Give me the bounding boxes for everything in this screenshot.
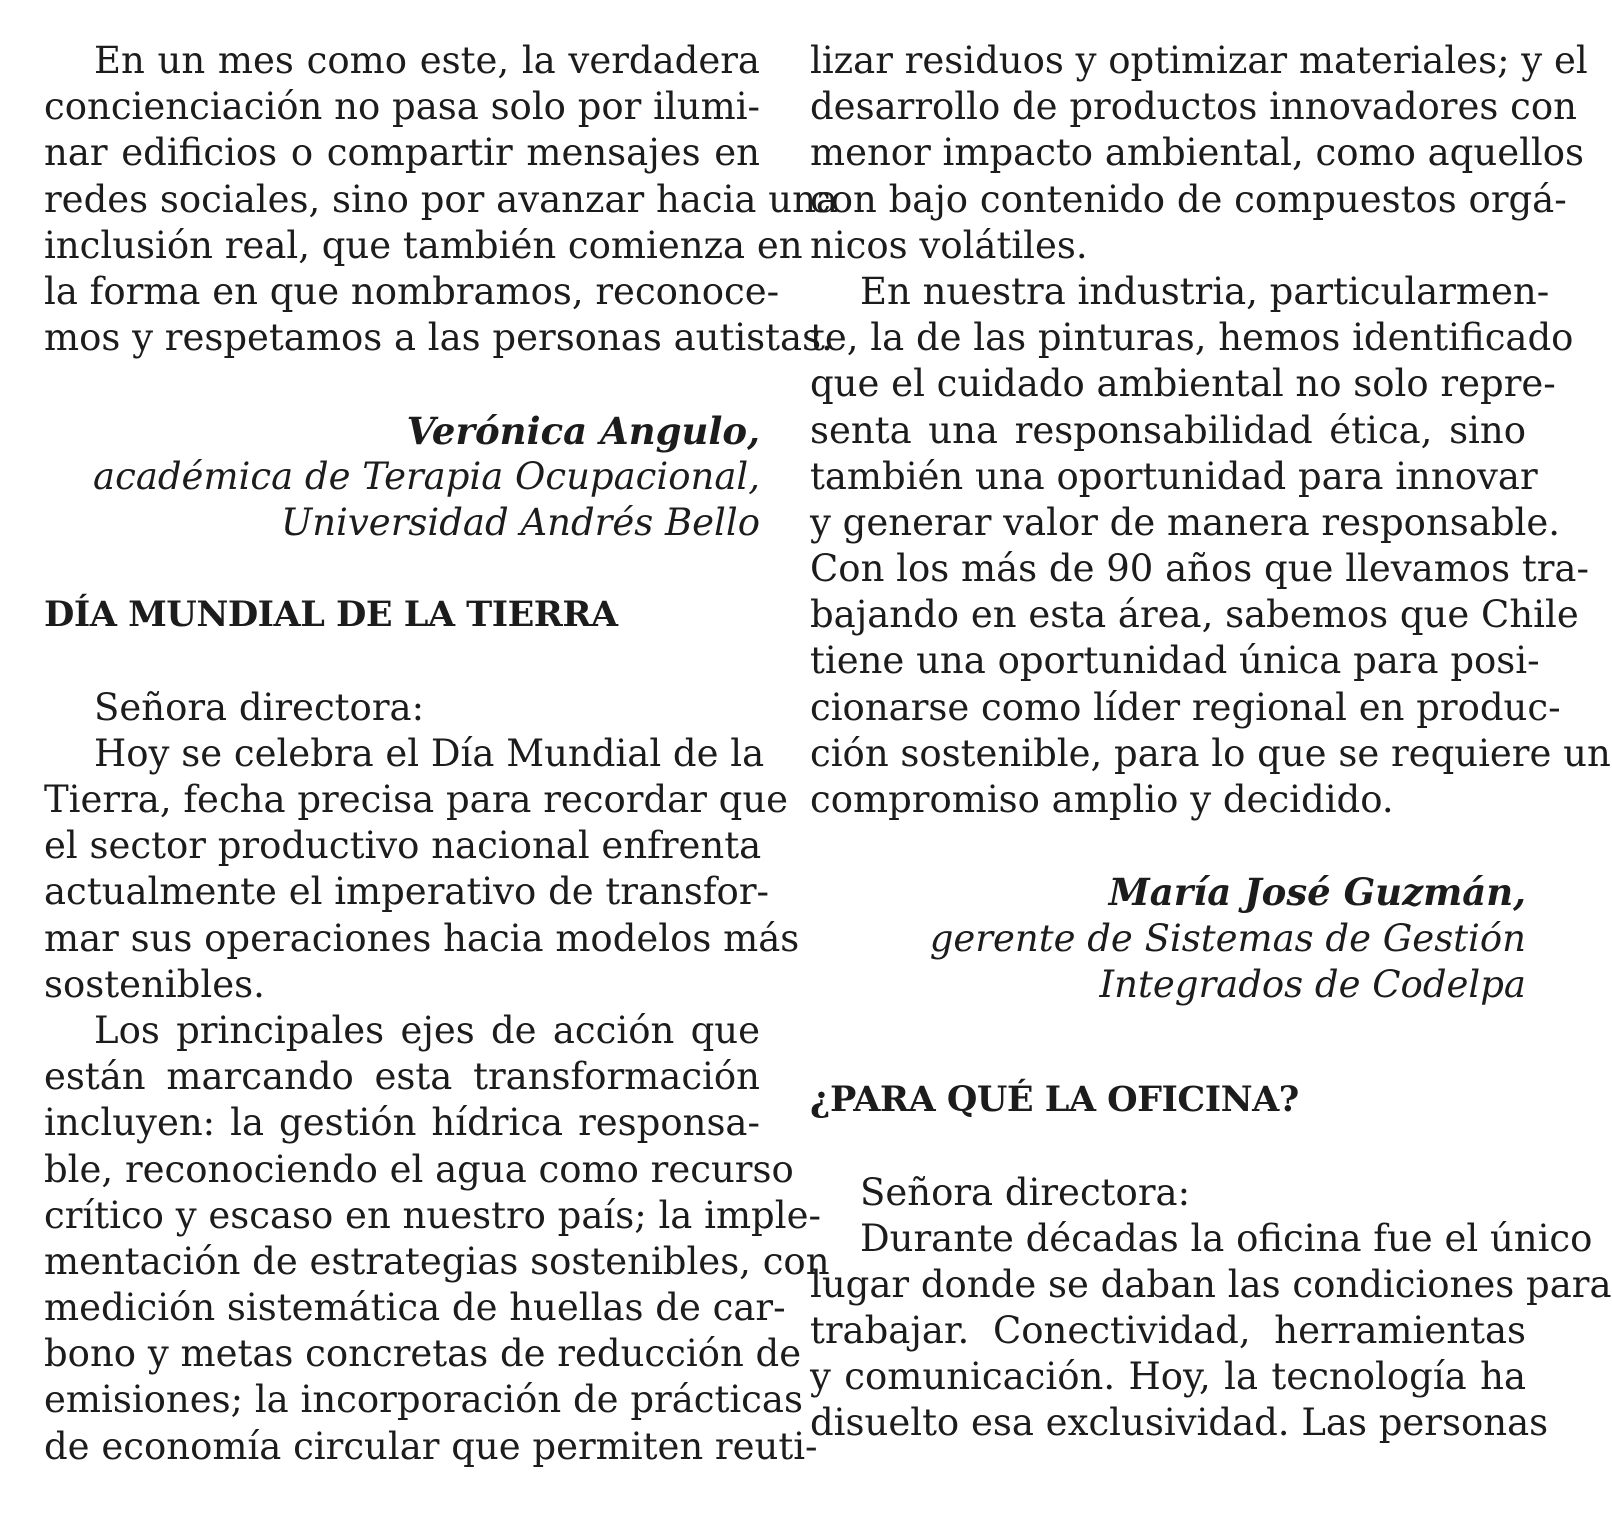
text-line: inclusión real, que también comienza en	[44, 223, 803, 267]
text-line: mos y respetamos a las personas autistas.	[44, 316, 833, 360]
text-line: ble, reconociendo el agua como recurso	[44, 1147, 794, 1191]
signature-name: María José Guzmán,	[1108, 870, 1526, 915]
text-line: En nuestra industria, particularmen-	[860, 269, 1550, 313]
text-line: compromiso amplio y decidido.	[810, 778, 1394, 821]
text-line: emisiones; la incorporación de prácticas	[44, 1378, 803, 1422]
text-line: Durante décadas la oficina fue el único	[860, 1216, 1593, 1260]
text-line: te, la de las pinturas, hemos identificado	[810, 316, 1574, 360]
text-line: crítico y escaso en nuestro país; la imple-	[44, 1193, 821, 1237]
salutation: Señora directora:	[94, 685, 425, 729]
signature-role: académica de Terapia Ocupacional,	[93, 454, 760, 498]
text-line: la forma en que nombramos, reconoce-	[44, 269, 780, 313]
text-line: mar sus operaciones hacia modelos más	[44, 916, 800, 960]
text-line: actualmente el imperativo de transfor-	[44, 870, 770, 914]
earth-day-paragraph-3	[810, 269, 1611, 823]
office-letter-paragraph-1	[810, 1216, 1612, 1447]
salutation: Señora directora:	[860, 1170, 1191, 1214]
text-line: tiene una oportunidad única para posi-	[810, 639, 1540, 683]
text-line: desarrollo de productos innovadores con	[810, 85, 1577, 129]
text-line: y generar valor de manera responsable.	[810, 500, 1560, 544]
text-line: con bajo contenido de compuestos orgá-	[810, 177, 1567, 221]
text-line: lizar residuos y optimizar materiales; y el	[810, 39, 1588, 82]
signature-role: gerente de Sistemas de Gestión	[929, 916, 1526, 960]
text-line: redes sociales, sino por avanzar hacia una	[44, 177, 838, 221]
text-line: de economía circular que permiten reuti-	[44, 1424, 818, 1468]
earth-day-paragraph-2-continued	[810, 38, 1588, 269]
text-line: y comunicación. Hoy, la tecnología ha	[810, 1355, 1526, 1399]
earth-day-paragraph-2	[44, 1008, 830, 1470]
text-line: nicos volátiles.	[810, 223, 1088, 267]
text-line: lugar donde se daban las condiciones para	[810, 1262, 1612, 1306]
earth-day-paragraph-1	[44, 731, 800, 1008]
letter-heading: ¿PARA QUÉ LA OFICINA?	[810, 1079, 1299, 1121]
text-line: trabajar. Conectividad, herramientas	[810, 1309, 1526, 1353]
text-line: sostenibles.	[44, 962, 265, 1006]
text-line: están marcando esta transformación	[44, 1055, 760, 1099]
text-line: ción sostenible, para lo que se requiere un	[810, 731, 1611, 775]
right-column	[810, 38, 1612, 1447]
text-line: nar edificios o compartir mensajes en	[44, 131, 760, 175]
signature-affiliation: Integrados de Codelpa	[1099, 962, 1526, 1006]
text-line: cionarse como líder regional en produc-	[810, 685, 1561, 729]
text-line: medición sistemática de huellas de car-	[44, 1286, 786, 1330]
signature-block	[810, 869, 1526, 1008]
left-column	[44, 38, 838, 1470]
text-line: senta una responsabilidad ética, sino	[810, 408, 1526, 452]
text-line: que el cuidado ambiental no solo repre-	[810, 362, 1556, 406]
text-line: el sector productivo nacional enfrenta	[44, 824, 762, 868]
signature-block	[44, 408, 760, 547]
text-line: incluyen: la gestión hídrica responsa-	[44, 1101, 760, 1145]
text-line: Tierra, fecha precisa para recordar que	[44, 778, 789, 821]
text-line: Hoy se celebra el Día Mundial de la	[94, 731, 765, 775]
text-line: bono y metas concretas de reducción de	[44, 1332, 802, 1376]
text-line: bajando en esta área, sabemos que Chile	[810, 593, 1579, 637]
text-line: disuelto esa exclusividad. Las personas	[810, 1401, 1549, 1445]
letter-heading: DÍA MUNDIAL DE LA TIERRA	[44, 594, 618, 636]
text-line: también una oportunidad para innovar	[810, 454, 1538, 498]
text-line: En un mes como este, la verdadera	[94, 39, 760, 82]
text-line: Los principales ejes de acción que	[94, 1008, 760, 1052]
text-line: mentación de estrategias sostenibles, con	[44, 1239, 830, 1283]
text-line: Con los más de 90 años que llevamos tra-	[810, 547, 1589, 591]
text-line: concienciación no pasa solo por ilumi-	[44, 85, 761, 129]
signature-affiliation: Universidad Andrés Bello	[281, 500, 760, 544]
autism-letter-closing-paragraph	[44, 38, 838, 361]
signature-name: Verónica Angulo,	[406, 408, 760, 453]
text-line: menor impacto ambiental, como aquellos	[810, 131, 1585, 175]
